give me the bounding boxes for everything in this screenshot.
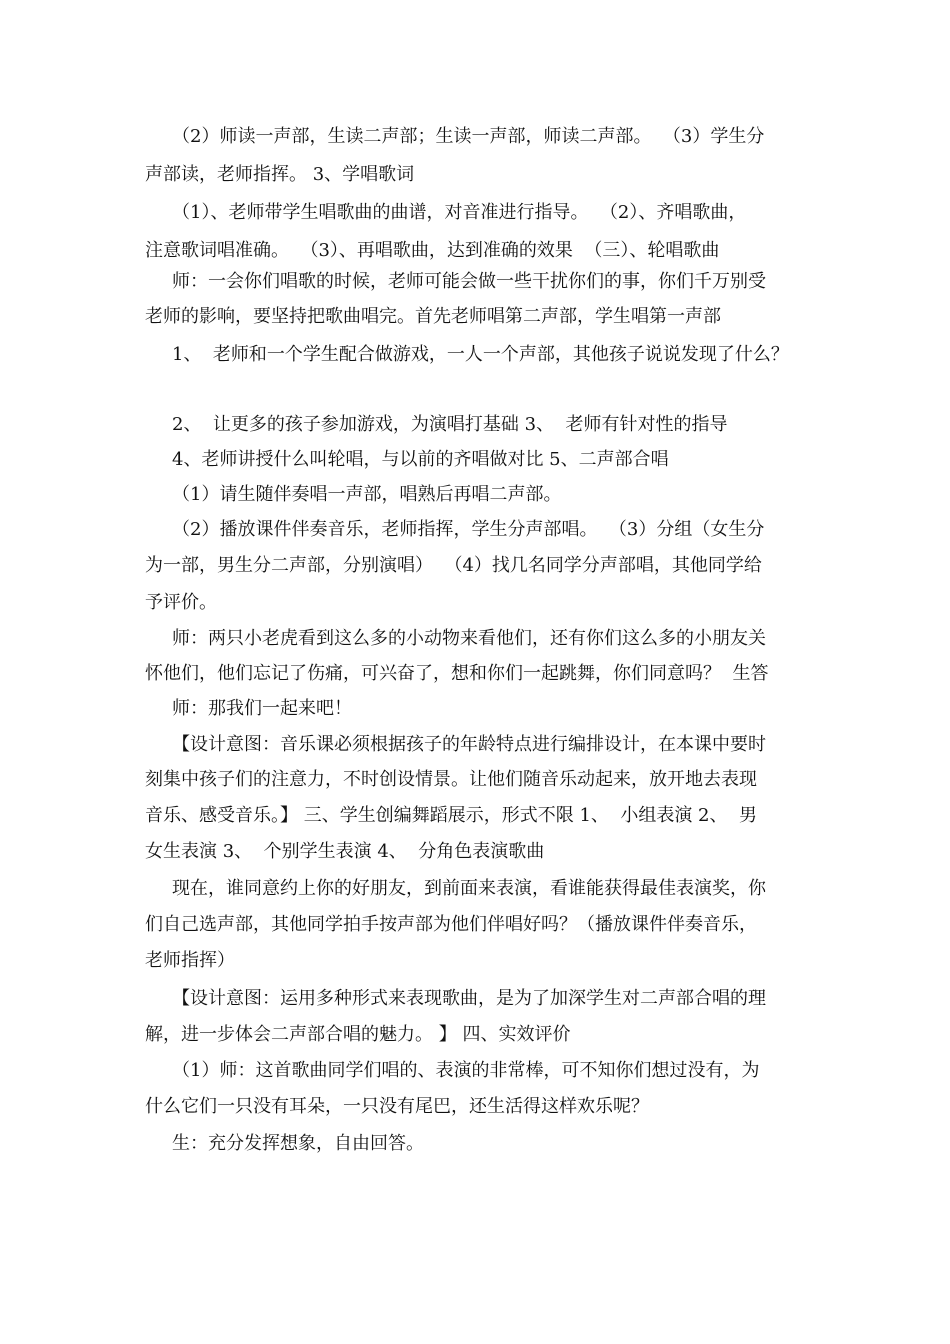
text-line: 2、 让更多的孩子参加游戏，为演唱打基础 3、 老师有针对性的指导 bbox=[172, 414, 728, 435]
text-line: （2）师读一声部，生读二声部；生读一声部，师读二声部。 （3）学生分 bbox=[172, 126, 765, 147]
text-line: 老师指挥） bbox=[145, 950, 235, 971]
text-line: 【设计意图：运用多种形式来表现歌曲，是为了加深学生对二声部合唱的理 bbox=[172, 988, 766, 1009]
text-line: 师：那我们一起来吧！ bbox=[172, 698, 352, 719]
text-line: 注意歌词唱准确。 （3）、再唱歌曲，达到准确的效果 （三）、轮唱歌曲 bbox=[145, 240, 720, 261]
text-line: 师：一会你们唱歌的时候，老师可能会做一些干扰你们的事，你们千万别受 bbox=[172, 271, 766, 292]
text-line: 解，进一步体会二声部合唱的魅力。 】 四、实效评价 bbox=[145, 1024, 571, 1045]
text-line: 4、老师讲授什么叫轮唱，与以前的齐唱做对比 5、二声部合唱 bbox=[172, 449, 669, 470]
text-line: 为一部，男生分二声部，分别演唱） （4）找几名同学分声部唱，其他同学给 bbox=[145, 555, 762, 576]
text-line: 生：充分发挥想象，自由回答。 bbox=[172, 1133, 424, 1154]
text-line: 刻集中孩子们的注意力，不时创设情景。让他们随音乐动起来，放开地去表现 bbox=[145, 769, 757, 790]
text-line: 1、 老师和一个学生配合做游戏，一人一个声部，其他孩子说说发现了什么？ bbox=[172, 344, 789, 365]
text-line: （1）、老师带学生唱歌曲的曲谱，对音准进行指导。 （2）、齐唱歌曲， bbox=[172, 202, 747, 223]
text-line: 声部读，老师指挥。 3、学唱歌词 bbox=[145, 164, 415, 185]
text-line: 什么它们一只没有耳朵，一只没有尾巴，还生活得这样欢乐呢？ bbox=[145, 1096, 649, 1117]
text-line: 们自己选声部，其他同学拍手按声部为他们伴唱好吗？（播放课件伴奏音乐， bbox=[145, 914, 757, 935]
text-line: 音乐、感受音乐。】 三、学生创编舞蹈展示，形式不限 1、 小组表演 2、 男 bbox=[145, 805, 757, 826]
text-line: 怀他们，他们忘记了伤痛，可兴奋了，想和你们一起跳舞，你们同意吗？ 生答 bbox=[145, 663, 769, 684]
text-line: 【设计意图：音乐课必须根据孩子的年龄特点进行编排设计，在本课中要时 bbox=[172, 734, 766, 755]
text-line: （2）播放课件伴奏音乐，老师指挥，学生分声部唱。 （3）分组（女生分 bbox=[172, 519, 765, 540]
text-line: （1）请生随伴奏唱一声部，唱熟后再唱二声部。 bbox=[172, 484, 562, 505]
text-line: 女生表演 3、 个别学生表演 4、 分角色表演歌曲 bbox=[145, 841, 545, 862]
text-line: 予评价。 bbox=[145, 592, 217, 613]
text-line: （1）师：这首歌曲同学们唱的、表演的非常棒，可不知你们想过没有，为 bbox=[172, 1060, 760, 1081]
text-line: 老师的影响，要坚持把歌曲唱完。首先老师唱第二声部，学生唱第一声部 bbox=[145, 306, 721, 327]
text-line: 师：两只小老虎看到这么多的小动物来看他们，还有你们这么多的小朋友关 bbox=[172, 628, 766, 649]
text-line: 现在，谁同意约上你的好朋友，到前面来表演，看谁能获得最佳表演奖，你 bbox=[172, 878, 766, 899]
